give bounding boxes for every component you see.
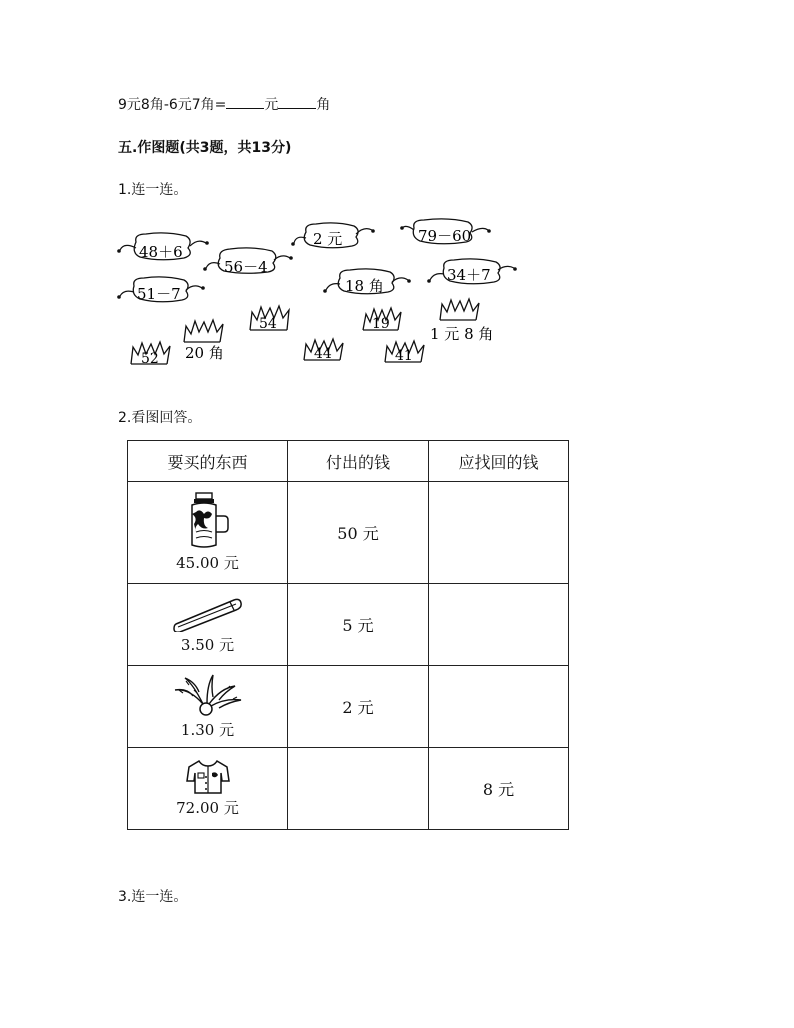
bubble-56-minus-4[interactable]	[203, 248, 293, 276]
q3-label: 3.连一连。	[118, 889, 188, 905]
change-amount: 8 元	[482, 780, 515, 799]
amount-label: 1 元 8 角	[430, 325, 494, 343]
paid-cell	[288, 482, 429, 584]
header-item: 要买的东西	[128, 441, 288, 482]
bubble-label: 48＋6	[139, 243, 183, 261]
table-row	[128, 748, 569, 830]
bubble-label: 18 角	[345, 277, 384, 295]
bubble-51-minus-7[interactable]	[117, 277, 205, 303]
item-price: 72.00 元	[176, 799, 239, 817]
grass-20-jiao[interactable]	[184, 320, 224, 362]
grass-label: 44	[314, 346, 332, 362]
shopping-table	[127, 440, 569, 830]
matching-figure	[0, 0, 794, 400]
unit-yuan: 元	[264, 97, 279, 113]
bubble-label: 2 元	[313, 230, 343, 248]
grass-44[interactable]	[304, 339, 343, 362]
table-row	[128, 482, 569, 584]
item-cell	[128, 482, 288, 584]
paid-cell[interactable]	[288, 748, 429, 830]
pencil-icon	[172, 594, 244, 632]
item-price: 3.50 元	[180, 636, 235, 654]
shuttlecock-icon	[173, 673, 243, 717]
bottle-icon	[183, 492, 233, 550]
item-cell	[128, 584, 288, 666]
bubble-label: 34＋7	[447, 266, 491, 284]
paid-cell	[288, 584, 429, 666]
bubble-34-plus-7[interactable]	[427, 259, 517, 284]
table-row	[128, 584, 569, 666]
bubble-label: 79－60	[418, 227, 472, 245]
item-cell	[128, 748, 288, 830]
amount-label: 20 角	[185, 344, 224, 362]
item-price: 45.00 元	[176, 554, 239, 572]
table-row	[128, 666, 569, 748]
item-cell	[128, 666, 288, 748]
grass-19[interactable]	[363, 308, 401, 332]
grass-41[interactable]	[385, 341, 424, 364]
table-header-row	[128, 441, 569, 482]
grass-1-yuan-8-jiao[interactable]	[430, 299, 493, 343]
q2-label: 2.看图回答。	[118, 410, 202, 426]
paid-amount: 50 元	[337, 524, 379, 543]
grass-label: 41	[395, 348, 413, 364]
bubble-18-jiao[interactable]	[323, 269, 411, 295]
header-paid: 付出的钱	[288, 441, 429, 482]
header-change: 应找回的钱	[429, 441, 569, 482]
bubble-2-yuan[interactable]	[291, 223, 375, 248]
grass-label: 19	[372, 316, 390, 332]
bubble-79-minus-60[interactable]	[400, 219, 491, 245]
paid-cell	[288, 666, 429, 748]
bubble-label: 56－4	[224, 258, 268, 276]
grass-label: 54	[259, 316, 277, 332]
bubble-48-plus-6[interactable]	[117, 233, 209, 261]
grass-54[interactable]	[250, 306, 289, 332]
paid-amount: 2 元	[342, 698, 374, 717]
change-cell[interactable]	[429, 482, 569, 584]
shirt-icon	[185, 759, 231, 795]
change-cell	[429, 748, 569, 830]
change-cell[interactable]	[429, 584, 569, 666]
change-cell[interactable]	[429, 666, 569, 748]
prev-question-expression: 9元8角-6元7角=	[118, 97, 227, 113]
bubble-label: 51－7	[137, 285, 181, 303]
section-title: 五.作图题(共3题，共13分)	[118, 140, 292, 156]
unit-jiao: 角	[316, 97, 331, 113]
grass-52[interactable]	[131, 342, 170, 367]
grass-label: 52	[141, 351, 159, 367]
item-price: 1.30 元	[180, 721, 235, 739]
q1-label: 1.连一连。	[118, 182, 188, 198]
paid-amount: 5 元	[342, 616, 374, 635]
